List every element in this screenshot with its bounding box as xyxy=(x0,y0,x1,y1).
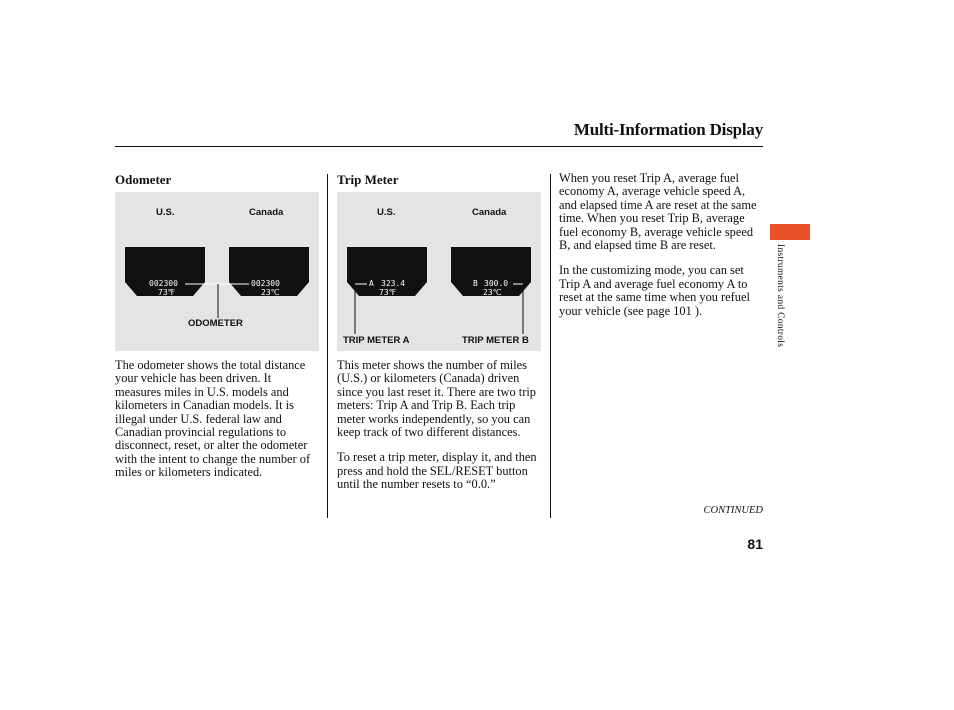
trip-meter-body-paragraph-1: This meter shows the number of miles (U.S.) or kilometers (Canada) driven since you last reset it. There are two trip meters: Trip A and Trip B. Each trip meter works independently, so you can keep track of two different distances. xyxy=(337,358,536,440)
odometer-figure-us-label: U.S. xyxy=(156,207,175,218)
right-column-paragraph-2: In the customizing mode, you can set Trip A and average fuel economy A to reset at the same time when you refuel your vehicle (see page 101 ). xyxy=(559,263,750,318)
odometer-heading: Odometer xyxy=(115,172,172,187)
trip-meter-body xyxy=(337,359,545,504)
odometer-callout-label: ODOMETER xyxy=(188,318,243,329)
column-divider-right xyxy=(550,174,551,518)
continued-label: CONTINUED xyxy=(703,505,763,516)
trip-figure-us-label: U.S. xyxy=(377,207,396,218)
trip-canada-reading: 300.0 xyxy=(484,279,509,288)
trip-us-letter: A xyxy=(369,279,374,288)
odometer-us-reading: 002300 xyxy=(149,279,178,288)
section-side-label: Instruments and Controls xyxy=(775,244,785,348)
header-rule xyxy=(115,146,763,147)
right-column-body xyxy=(559,172,764,330)
odometer-canada-temp: 23℃ xyxy=(261,288,280,297)
odometer-canada-reading: 002300 xyxy=(251,279,280,288)
odometer-body-paragraph: The odometer shows the total distance your vehicle has been driven. It measures miles in U.S. models and kilometers in Canadian models. It is illegal under U.S. federal law and Canadian provincial regulations to disconnect, reset, or alter the odometer with the intent to change the number of miles or kilometers indicated. xyxy=(115,358,311,480)
trip-canada-temp: 23℃ xyxy=(483,288,502,297)
trip-meter-body-paragraph-2: To reset a trip meter, display it, and then press and hold the SEL/RESET button until the number resets to “0.0.” xyxy=(337,450,537,492)
trip-figure-canada-label: Canada xyxy=(472,207,507,218)
odometer-figure xyxy=(115,192,319,351)
trip-meter-heading: Trip Meter xyxy=(337,172,399,187)
column-divider-left xyxy=(327,174,328,518)
odometer-us-temp: 73℉ xyxy=(158,288,176,297)
right-column-paragraph-1: When you reset Trip A, average fuel economy A, average vehicle speed A, and elapsed time A are reset at the same time. When you reset Trip B, average fuel economy B, average vehicle speed B, and elapsed time B are reset. xyxy=(559,171,757,253)
trip-us-reading: 323.4 xyxy=(381,279,406,288)
odometer-figure-canada-label: Canada xyxy=(249,207,284,218)
trip-meter-a-label: TRIP METER A xyxy=(343,335,410,346)
trip-meter-figure xyxy=(337,192,541,351)
odometer-body xyxy=(115,359,320,492)
trip-meter-b-label: TRIP METER B xyxy=(462,335,529,346)
trip-meter-displays xyxy=(337,192,541,351)
trip-canada-letter: B xyxy=(473,279,478,288)
page-title: Multi-Information Display xyxy=(573,120,763,139)
section-tab-marker xyxy=(770,224,810,240)
trip-us-temp: 73℉ xyxy=(379,288,397,297)
page-number: 81 xyxy=(747,536,763,552)
